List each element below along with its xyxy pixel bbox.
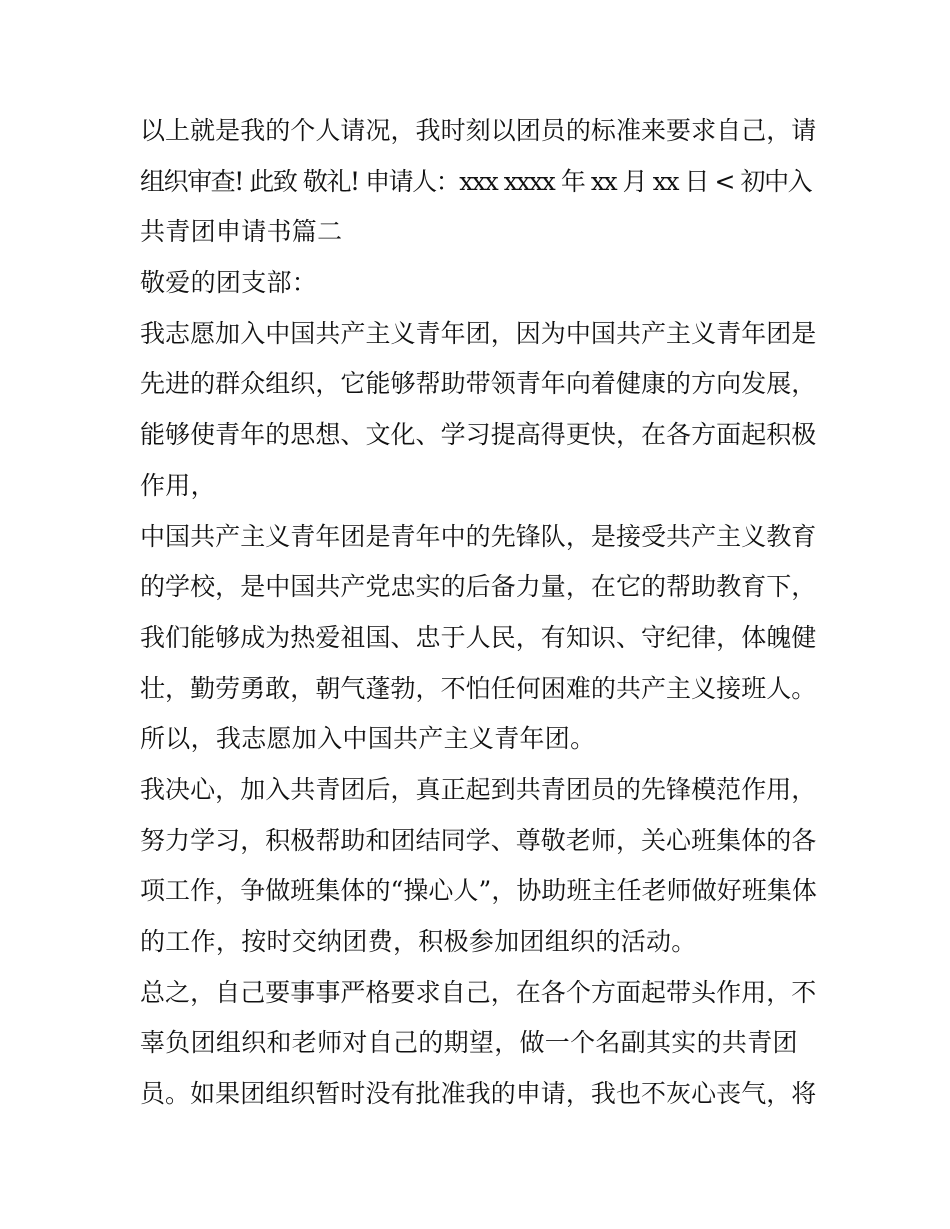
text-line: 能够使青年的思想、文化、学习提高得更快，在各方面起积极 xyxy=(140,420,817,450)
text-line: 项工作，争做班集体的“操心人”，协助班主任老师做好班集体 xyxy=(140,876,817,906)
text-line: 壮，勤劳勇敢，朝气蓬勃，不怕任何困难的共产主义接班人。 xyxy=(140,673,817,703)
text-line: 总之，自己要事事严格要求自己，在各个方面起带头作用，不 xyxy=(140,977,817,1007)
text-line: 我决心，加入共青团后，真正起到共青团员的先锋模范作用， xyxy=(140,774,817,804)
text-line: 辜负团组织和老师对自己的期望，做一个名副其实的共青团 xyxy=(140,1028,798,1058)
text-line: 的工作，按时交纳团费，积极参加团组织的活动。 xyxy=(140,927,697,956)
text-line: 我志愿加入中国共产主义青年团，因为中国共产主义青年团是 xyxy=(140,318,817,348)
text-line: 作用， xyxy=(140,470,216,500)
text-line: 员。如果团组织暂时没有批准我的申请，我也不灰心丧气，将 xyxy=(140,1079,817,1109)
text-line: 共青团申请书篇二 xyxy=(140,217,343,247)
text-line: 努力学习，积极帮助和团结同学、尊敬老师，关心班集体的各 xyxy=(140,825,817,855)
text-line: 我们能够成为热爱祖国、忠于人民，有知识、守纪律，体魄健 xyxy=(140,622,817,652)
text-line: 先进的群众组织，它能够帮助带领青年向着健康的方向发展， xyxy=(140,369,817,399)
text-line: 以上就是我的个人请况，我时刻以团员的标准来要求自己，请 xyxy=(140,116,817,145)
body-text xyxy=(140,106,820,1120)
text-line: 组织审查! 此致 敬礼! 申请人：xxx xxxx 年 xx 月 xx 日 < 初中入 xyxy=(140,166,812,196)
text-line: 敬爱的团支部： xyxy=(140,268,318,298)
text-line: 中国共产主义青年团是青年中的先锋队，是接受共产主义教育 xyxy=(140,521,817,551)
text-line: 的学校，是中国共产党忠实的后备力量，在它的帮助教育下， xyxy=(140,572,817,602)
text-line: 所以，我志愿加入中国共产主义青年团。 xyxy=(140,724,596,754)
